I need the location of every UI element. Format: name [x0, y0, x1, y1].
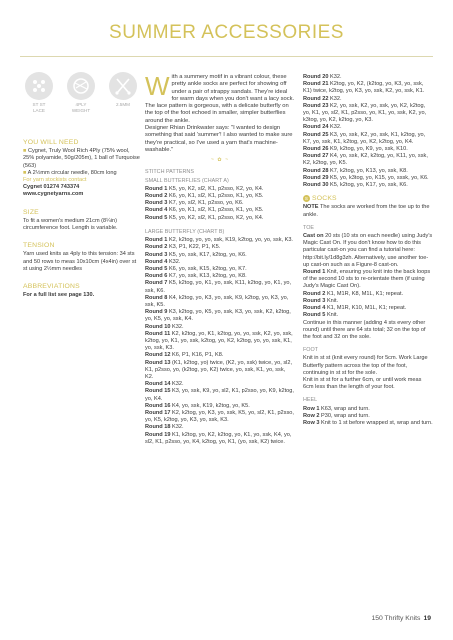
chart-a-rounds: [145, 186, 295, 222]
pattern-round: Row 3 Knit to 1 st before wrapped st, wrap and turn.: [303, 419, 433, 426]
socks-note: NOTE The socks are worked from the toe up to the ankle.: [303, 204, 430, 218]
pattern-round: Round 14 K32.: [145, 381, 184, 388]
heel-rows: [303, 406, 433, 428]
pattern-round: Round 1 K5, yo, K2, sl2, K1, p2sso, K2, yo, K4.: [145, 185, 264, 192]
pattern-round: Round 23 K2, yo, ssk, K2, yo, ssk, yo, K2, k2tog, yo, K1, yo, sl2, K1, p2sso, yo, K1, yo, ssk, K2, yo, k3tog, yo, K2, k2tog, yo, K3.: [303, 102, 427, 124]
pattern-round: Round 1 K2, k2tog, yo, yo, ssk, K19, k2tog, yo, yo, ssk, K3.: [145, 237, 293, 244]
pattern-round: Round 17 K2, k2tog, yo, K3, yo, ssk, K5, yo, sl2, K1, p2sso, yo, K5, k2tog, yo, K3, yo, ssk, K3.: [145, 409, 294, 424]
materials-column: [23, 139, 141, 299]
designer-quote: Designer Rhian Drinkwater says: "I wanted to design something that said 'summer'! I also wanted to make sure they're practical, so I've used a yarn that's machine-washable.": [145, 125, 293, 153]
tension-heading: TENSION: [23, 242, 55, 250]
pattern-round: Round 26 K9, k2tog, yo, K9, yo, ssk, K10.: [303, 146, 408, 153]
pattern-round: Round 2 K3, P1, K22, P1, K5.: [145, 244, 221, 251]
icon-label-lace: ST ST LACE: [32, 102, 46, 113]
ornament-divider: ~ ✿ ~: [210, 157, 230, 164]
lace-stitch-icon: [25, 72, 53, 100]
pattern-round: Round 19 K1, k2tog, yo, K2, k2tog, yo, K1, yo, ssk, K4, yo, sl2, K1, p2sso, yo, K4, k2tog, yo, K1, (yo, ssk, K2) twice.: [145, 431, 292, 445]
materials-item-yarn: ■ Cygnet, Truly Wool Rich 4Ply (75% wool, 25% polyamide, 50g/205m), 1 ball of Turquoise (563): [23, 148, 140, 169]
intro-paragraph: With a summery motif in a vibrant colour, these pretty ankle socks are perfect for showing off under a pair of strappy sandals. They're ideal for warm days when you don't want a lacy sock. The lace pattern is gorgeous, with a delicate butterfly on the top of the foot echoed in smaller, simpler butterflies around the ankle.: [145, 71, 295, 124]
socks-heading: S SOCKS: [304, 195, 337, 203]
publication-name: 150 Thrifty Knits: [371, 615, 421, 622]
page-number: 19: [423, 615, 431, 622]
pattern-round: Round 5 Knit.: [303, 312, 339, 319]
stockists-url[interactable]: www.cygnetyarns.com: [23, 191, 84, 198]
abbreviations-heading: ABBREVIATIONS: [23, 283, 80, 291]
chart-b-heading: LARGE BUTTERFLY (CHART B): [145, 228, 225, 235]
info-icon-strip: [22, 72, 140, 124]
pattern-round: Round 8 K4, k2tog, yo, K3, yo, ssk, K9, k2tog, yo, K3, yo, ssk, K5.: [145, 294, 289, 308]
pattern-round: Round 29 K5, yo, k3tog, yo, K15, yo, sssk, yo, K6.: [303, 174, 429, 181]
bullet-icon: ■: [23, 169, 27, 176]
pattern-round: Round 4 K32.: [145, 258, 181, 265]
chart-b-rounds-continued: [303, 74, 433, 189]
pattern-round: Round 5 K6, yo, ssk, K15, k2tog, yo, K7.: [145, 265, 247, 272]
pattern-round: Round 9 K3, k2tog, yo, K5, yo, ssk, K3, yo, ssk, K2, k2tog, yo, K5, yo, ssk, K4.: [145, 309, 291, 323]
toe-cast-on: Cast on 20 sts (10 sts on each needle) using Judy's Magic Cast On. If you don't know how to do this particular cast-on you can find a tutorial here: http://bit.ly/1d8g3zh. Alternatively, use another toe-up cast-on such as a Figure-8 cast-on.: [303, 233, 433, 268]
stockists-phone: Cygnet 01274 743374: [23, 184, 80, 191]
title-divider: [20, 56, 433, 57]
pattern-round: Round 18 K32.: [145, 424, 184, 431]
pattern-round: Round 4 K6, yo, K1, sl2, K1, p2sso, K1, yo, K5.: [145, 207, 264, 214]
pattern-round: Round 27 K4, yo, ssk, K2, k2tog, yo, K11, yo, ssk, K2, k2tog, yo, K5.: [303, 153, 428, 167]
toe-rounds: [303, 269, 433, 319]
size-text: To fit a women's medium 21cm (8¼in) circumference foot. Length is variable.: [23, 217, 118, 232]
pattern-round: Round 6 K7, yo, ssk, K13, k2tog, yo, K8.: [145, 273, 247, 280]
pattern-round: Round 13 (K1, k2tog, yo) twice, (K2, yo, ssk) twice, yo, sl2, K1, p2sso, yo, (k2tog, yo, K2) twice, yo, ssk, K1, yo, ssk, K2.: [145, 359, 293, 380]
pattern-round: Round 30 K5, k2tog, yo, K17, yo, ssk, K6.: [303, 182, 408, 189]
abbreviations-text: For a full list see page 130.: [23, 292, 95, 299]
page-title: SUMMER ACCESSORIES: [109, 22, 344, 43]
heel-heading: HEEL: [303, 397, 318, 404]
materials-item-needle: ■ A 2½mm circular needle, 80cm long: [23, 169, 117, 176]
pattern-round: Round 3 K7, yo, sl2, K1, p2sso, yo, K6.: [145, 200, 244, 207]
icon-label-needles: 2.5MM: [115, 102, 131, 107]
tension-text: Yarn used knits as 4ply to this tension: 34 sts and 50 rows to meas 10x10cm (4x4in) over st st using 2½mm needles: [23, 251, 137, 272]
drop-cap: W: [145, 71, 170, 101]
pattern-round: Round 20 K32.: [303, 74, 342, 80]
pattern-round: Round 10 K32.: [145, 323, 184, 330]
foot-heading: FOOT: [303, 347, 318, 354]
knitting-needles-icon: [109, 72, 137, 100]
pattern-round: Round 15 K3, yo, ssk, K9, yo, sl2, K1, p2sso, yo, K9, k2tog, yo, K4.: [145, 388, 294, 402]
pattern-round: Round 22 K32.: [303, 95, 342, 102]
pattern-round: Round 28 K7, k2tog, yo, K13, yo, ssk, K8.: [303, 167, 408, 174]
chart-b-rounds: [145, 237, 295, 446]
pattern-round: Row 1 K63, wrap and turn.: [303, 405, 370, 412]
bullet-icon: ■: [23, 148, 27, 155]
toe-heading: TOE: [303, 224, 314, 231]
chart-a-heading: SMALL BUTTERFLIES (CHART A): [145, 177, 229, 184]
stitch-patterns-heading: STITCH PATTERNS: [145, 169, 194, 176]
yarn-ball-icon: [67, 72, 95, 100]
pattern-round: Round 4 K1, M1R, K10, M1L, K1; repeat.: [303, 305, 407, 312]
pattern-round: Round 11 K2, k2tog, yo, K1, k2tog, yo, yo, ssk, K2, yo, ssk, k2tog, yo, K1, yo, ssk, k2tog, yo, K2, k2tog, yo, yo, ssk, K1, yo, ssk, K3.: [145, 330, 293, 352]
page-footer: [371, 615, 431, 622]
pattern-round: Round 16 K4, yo, ssk, K19, k2tog, yo, K5.: [145, 402, 250, 409]
pattern-round: Row 2 P30, wrap and turn.: [303, 412, 370, 419]
instructions-column: [303, 74, 433, 427]
pattern-column: [145, 71, 295, 446]
pattern-round: Round 7 K5, k2tog, yo, K1, yo, ssk, K11, k2tog, yo, K1, yo, ssk, K6.: [145, 280, 292, 294]
pattern-round: Round 12 K6, P1, K16, P1, K8.: [145, 352, 224, 359]
pattern-round: Round 3 Knit.: [303, 297, 339, 304]
pattern-round: Round 21 K2tog, yo, K2, (k2tog, yo, K3, yo, ssk, K1) twice, k2tog, yo, K3, yo, ssk, K2, yo, ssk, K1.: [303, 81, 425, 95]
stockists-label: For yarn stockists contact: [23, 177, 87, 184]
icon-label-weight: 4PLY WEIGHT: [71, 102, 91, 113]
pattern-round: Round 24 K32.: [303, 124, 342, 131]
pattern-round: Round 2 K6, yo, K1, sl2, K1, p2sso, K1, yo, K5.: [145, 193, 264, 200]
pattern-round: Round 25 K3, yo, ssk, K2, yo, ssk, K1, k2tog, yo, K7, yo, ssk, K1, k2tog, yo, K2, k2tog, yo, K4.: [303, 131, 426, 145]
pattern-round: Round 3 K5, yo, ssk, K17, k2tog, yo, K6.: [145, 251, 247, 258]
toe-continue: Continue in this manner (adding 4 sts every other round) until there are 64 sts total; 32 on the top of the foot and 32 on the sole.: [303, 319, 426, 340]
pattern-round: Round 1 Knit, ensuring you knit into the back loops of the second 10 sts to re-orientate them (if using Judy's Magic Cast On).: [303, 269, 431, 290]
pattern-round: Round 2 K1, M1R, K8, M1L, K1; repeat.: [303, 290, 404, 297]
foot-text-1: Knit in st st (knit every round) for 5cm. Work Large Butterfly pattern across the top of the foot, continuing in st st for the sole.: [303, 355, 428, 376]
foot-text-2: Knit in st st for a further 6cm, or until work meas 6cm less than the length of your foot.: [303, 376, 422, 391]
socks-badge: S: [304, 196, 309, 202]
pattern-round: Round 5 K5, yo, K2, sl2, K1, p2sso, K2, yo, K4.: [145, 214, 264, 221]
you-will-need-heading: YOU WILL NEED: [23, 139, 79, 146]
size-heading: SIZE: [23, 208, 39, 216]
